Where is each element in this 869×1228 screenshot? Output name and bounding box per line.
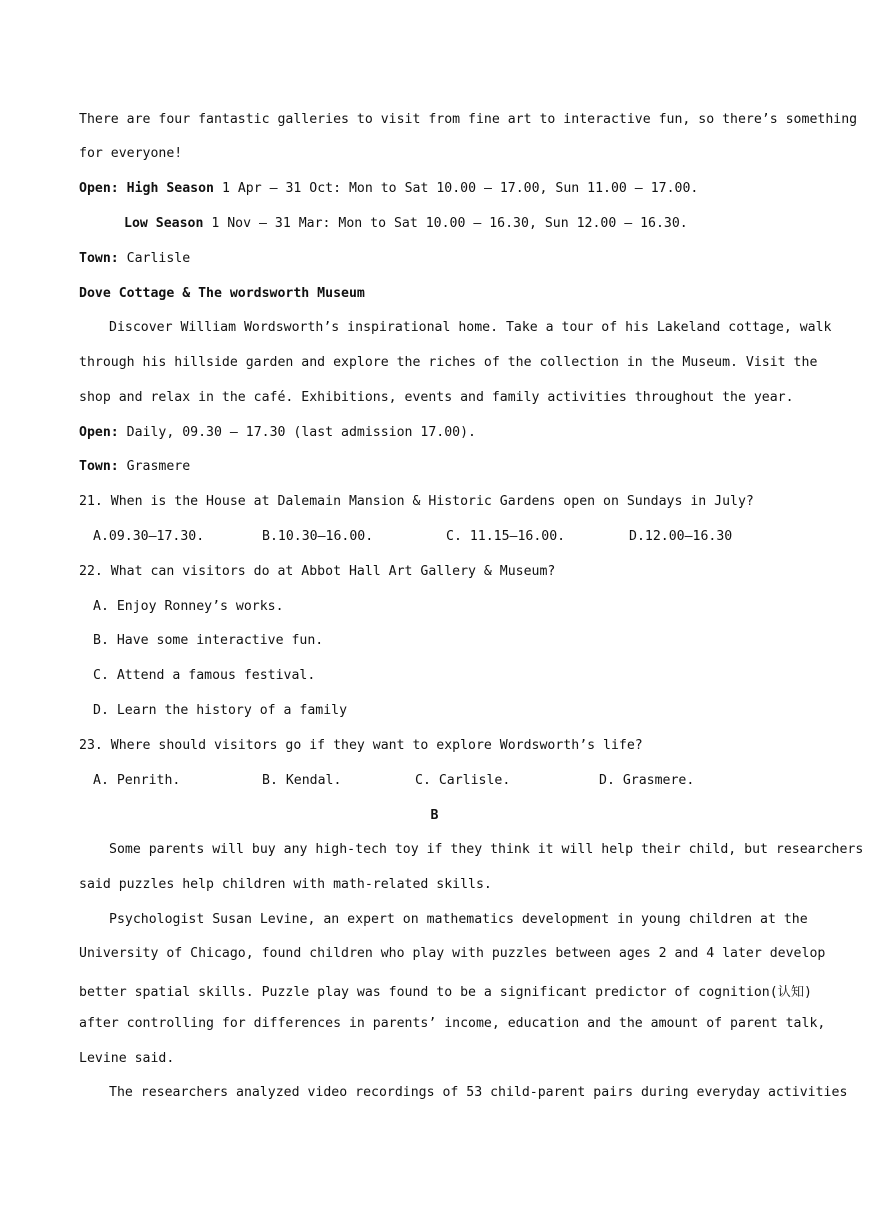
section-b-p1-line2: said puzzles help children with math-related skills. bbox=[79, 877, 492, 892]
open-high-season bbox=[79, 181, 698, 196]
section-b-p2-line2: University of Chicago, found children who play with puzzles between ages 2 and 4 later develop bbox=[79, 946, 826, 961]
q21-option-d: D.12.00—16.30 bbox=[629, 529, 733, 544]
q22-option-a: A. Enjoy Ronney’s works. bbox=[93, 599, 284, 614]
dove-open bbox=[79, 425, 476, 440]
dove-open-value: Daily, 09.30 – 17.30 (last admission 17.00). bbox=[126, 425, 476, 440]
dove-town-label: Town: bbox=[79, 459, 119, 474]
q22-option-c: C. Attend a famous festival. bbox=[93, 668, 316, 683]
town-carlisle bbox=[79, 251, 190, 266]
section-b-p2-line1: Psychologist Susan Levine, an expert on mathematics development in young children at the bbox=[109, 912, 808, 927]
town-label: Town: bbox=[79, 251, 119, 266]
q21-option-c: C. 11.15—16.00. bbox=[446, 529, 566, 544]
section-b-p2-line5: Levine said. bbox=[79, 1051, 175, 1066]
q23-option-c: C. Carlisle. bbox=[415, 773, 511, 788]
dove-open-label: Open: bbox=[79, 425, 119, 440]
high-season-label: High Season bbox=[126, 181, 214, 196]
section-b-p3-line1: The researchers analyzed video recordings of 53 child-parent pairs during everyday activities bbox=[109, 1085, 848, 1100]
q22-option-d: D. Learn the history of a family bbox=[93, 703, 348, 718]
question-22: 22. What can visitors do at Abbot Hall Art Gallery & Museum? bbox=[79, 564, 556, 579]
low-season-hours: 1 Nov – 31 Mar: Mon to Sat 10.00 – 16.30, Sun 12.00 – 16.30. bbox=[211, 216, 688, 231]
q21-option-a: A.09.30—17.30. bbox=[93, 529, 205, 544]
dove-cottage-title: Dove Cottage & The wordsworth Museum bbox=[79, 286, 365, 301]
dove-town-value: Grasmere bbox=[126, 459, 191, 474]
dove-line-3: shop and relax in the café. Exhibitions, events and family activities throughout the year. bbox=[79, 390, 794, 405]
intro-line-2: for everyone! bbox=[79, 146, 183, 161]
open-label: Open: bbox=[79, 181, 119, 196]
dove-town bbox=[79, 459, 190, 474]
dove-line-2: through his hillside garden and explore the riches of the collection in the Museum. Visit the bbox=[79, 355, 818, 370]
q22-option-b: B. Have some interactive fun. bbox=[93, 633, 324, 648]
question-23: 23. Where should visitors go if they want to explore Wordsworth’s life? bbox=[79, 738, 643, 753]
question-21: 21. When is the House at Dalemain Mansion & Historic Gardens open on Sundays in July? bbox=[79, 494, 754, 509]
section-b-heading: B bbox=[430, 808, 439, 823]
q23-option-b: B. Kendal. bbox=[262, 773, 342, 788]
q21-option-b: B.10.30—16.00. bbox=[262, 529, 374, 544]
section-b-p2-line3: better spatial skills. Puzzle play was found to be a significant predictor of cognition(认知) bbox=[79, 985, 812, 1000]
intro-line-1: There are four fantastic galleries to visit from fine art to interactive fun, so there’s something bbox=[79, 112, 858, 127]
q23-option-a: A. Penrith. bbox=[93, 773, 181, 788]
open-low-season bbox=[124, 216, 688, 231]
dove-line-1: Discover William Wordsworth’s inspirational home. Take a tour of his Lakeland cottage, walk bbox=[109, 320, 832, 335]
section-b-p2-line4: after controlling for differences in parents’ income, education and the amount of parent talk, bbox=[79, 1016, 826, 1031]
low-season-label: Low Season bbox=[124, 216, 204, 231]
high-season-hours: 1 Apr – 31 Oct: Mon to Sat 10.00 – 17.00, Sun 11.00 – 17.00. bbox=[221, 181, 699, 196]
q23-option-d: D. Grasmere. bbox=[599, 773, 695, 788]
town-value: Carlisle bbox=[126, 251, 191, 266]
section-b-p1-line1: Some parents will buy any high-tech toy if they think it will help their child, but researchers bbox=[109, 842, 864, 857]
